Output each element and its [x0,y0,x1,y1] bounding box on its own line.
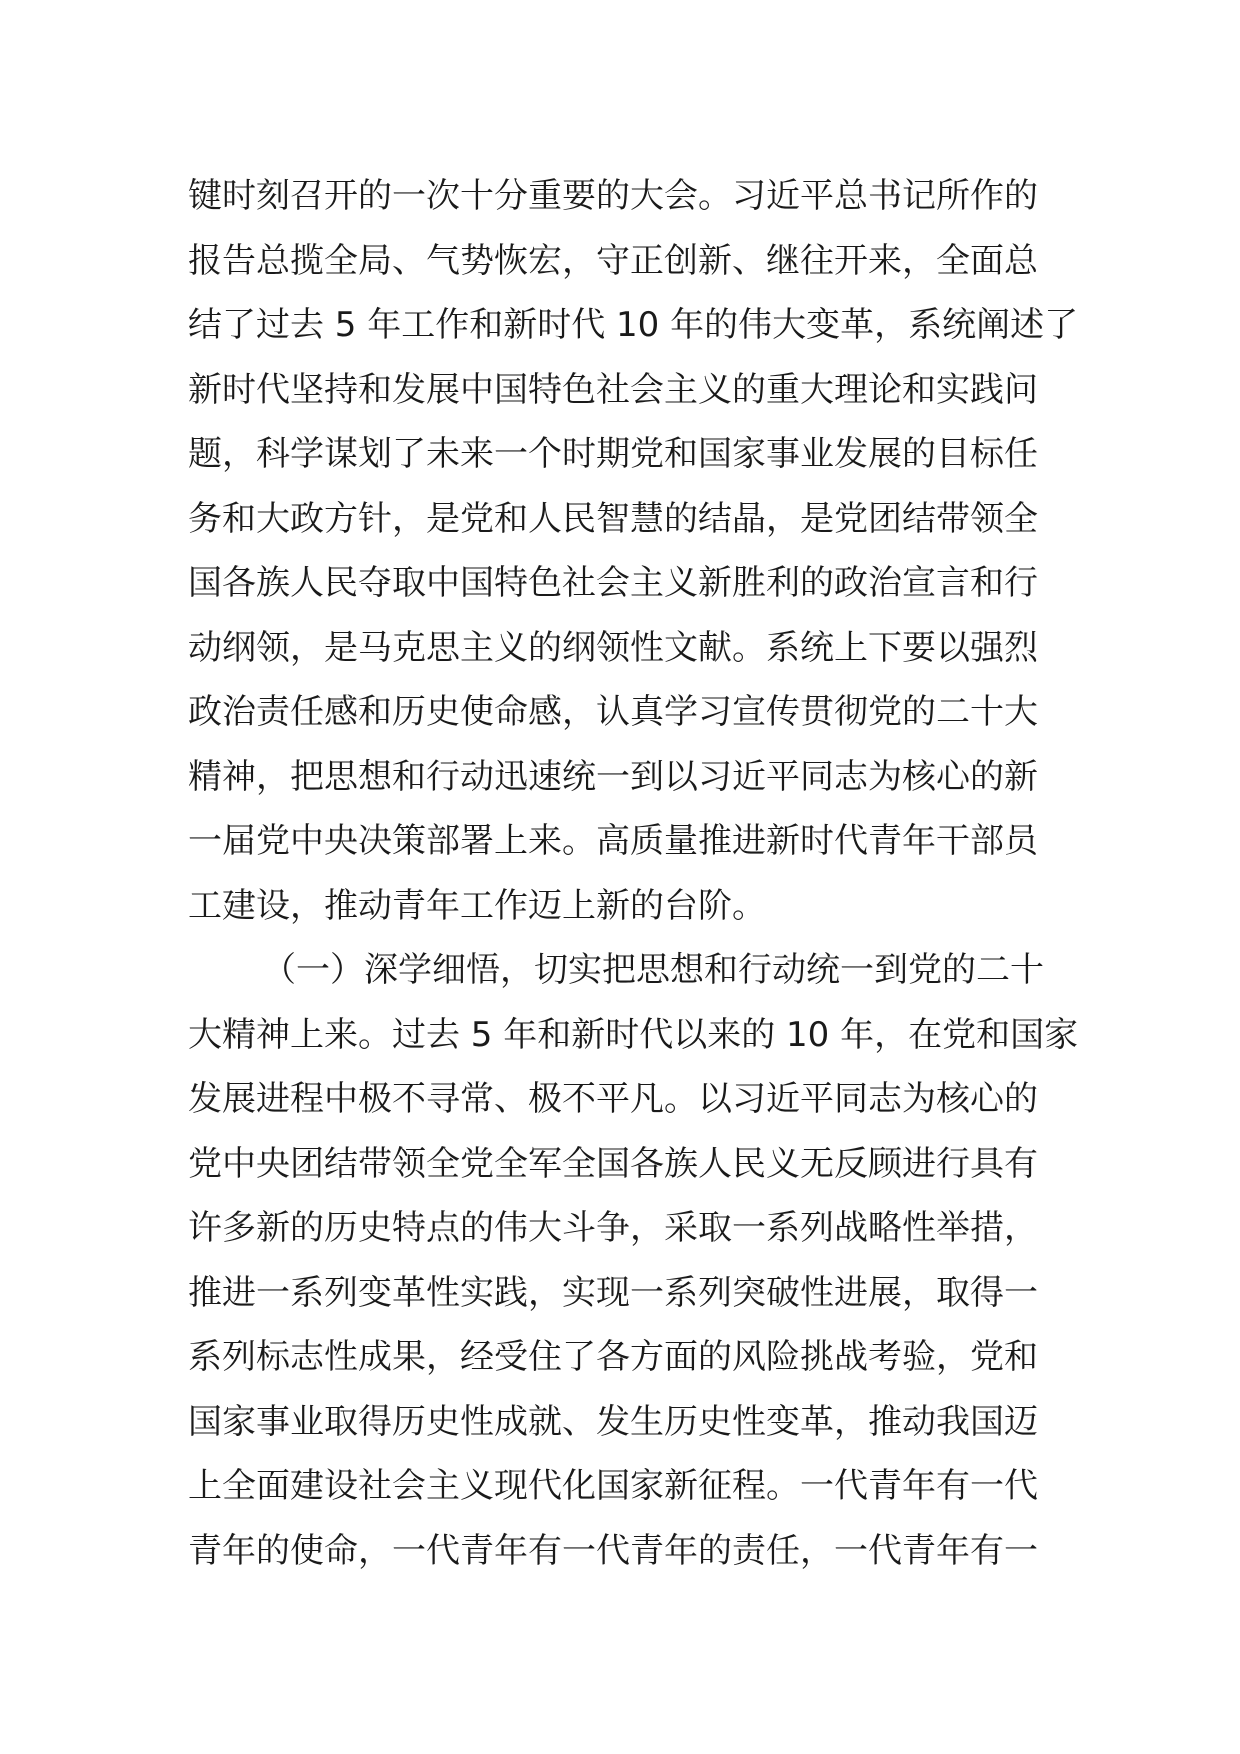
section-heading-line: （一）深学细悟，切实把思想和行动统一到党的二十 [262,950,1044,990]
text-line: 一届党中央决策部署上来。高质量推进新时代青年干部员 [188,821,1038,861]
text-line: 发展进程中极不寻常、极不平凡。以习近平同志为核心的 [188,1079,1038,1119]
text-line: 国各族人民夺取中国特色社会主义新胜利的政治宣言和行 [188,563,1038,603]
text-line: 系列标志性成果，经受住了各方面的风险挑战考验，党和 [188,1337,1038,1377]
text-line: 新时代坚持和发展中国特色社会主义的重大理论和实践问 [188,369,1038,410]
text-line: 国家事业取得历史性成就、发生历史性变革，推动我国迈 [188,1401,1038,1442]
text-line: 大精神上来。过去 5 年和新时代以来的 10 年，在党和国家 [188,1014,1079,1055]
text-line: 键时刻召开的一次十分重要的大会。习近平总书记所作的 [188,176,1038,216]
text-line: 推进一系列变革性实践，实现一系列突破性进展，取得一 [188,1272,1038,1313]
text-line: 结了过去 5 年工作和新时代 10 年的伟大变革，系统阐述了 [188,305,1079,345]
text-line: 动纲领，是马克思主义的纲领性文献。系统上下要以强烈 [188,627,1038,668]
text-line: 工建设，推动青年工作迈上新的台阶。 [188,885,766,926]
text-line: 党中央团结带领全党全军全国各族人民义无反顾进行具有 [188,1143,1038,1184]
text-line: 许多新的历史特点的伟大斗争，采取一系列战略性举措， [188,1208,1038,1248]
text-line: 题，科学谋划了未来一个时期党和国家事业发展的目标任 [188,434,1038,474]
text-line: 上全面建设社会主义现代化国家新征程。一代青年有一代 [188,1466,1038,1506]
text-line: 青年的使命，一代青年有一代青年的责任，一代青年有一 [188,1530,1038,1571]
text-line: 报告总揽全局、气势恢宏，守正创新、继往开来，全面总 [188,240,1038,281]
body-text [188,164,1079,1583]
text-line: 政治责任感和历史使命感，认真学习宣传贯彻党的二十大 [188,692,1038,732]
text-line: 务和大政方针，是党和人民智慧的结晶，是党团结带领全 [188,498,1038,539]
text-line: 精神，把思想和行动迅速统一到以习近平同志为核心的新 [188,756,1038,797]
